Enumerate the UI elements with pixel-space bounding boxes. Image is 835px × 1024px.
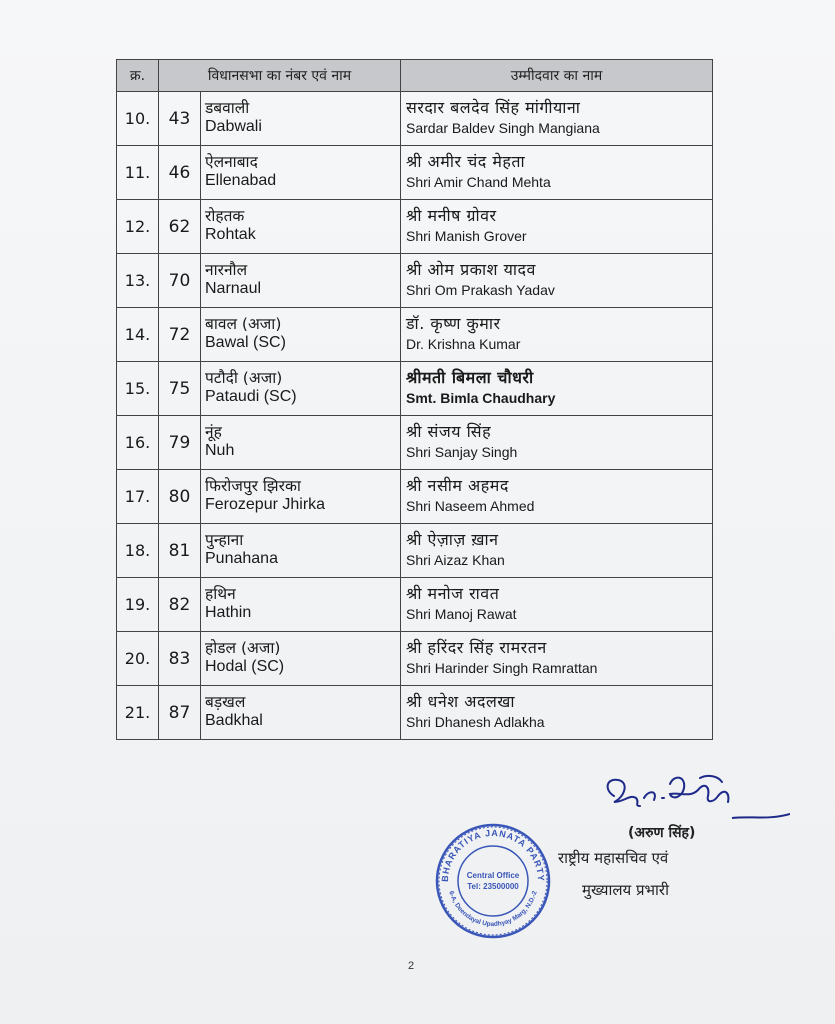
constituency-name-hindi: ऐलनाबाद [205,153,258,171]
constituency-name-english: Pataudi (SC) [205,388,297,405]
constituency-number: 43 [159,92,201,146]
constituency-cell [201,686,401,740]
table-row [117,362,713,416]
constituency-name-english: Badkhal [205,712,263,729]
candidate-name-english: Shri Manoj Rawat [406,606,517,622]
constituency-cell [201,578,401,632]
table-row [117,470,713,524]
serial-cell: 17. [117,470,159,524]
candidate-name-hindi: डॉ. कृष्ण कुमार [406,314,501,333]
candidate-table [116,59,713,740]
constituency-name-english: Ellenabad [205,172,277,189]
candidate-name-hindi: सरदार बलदेव सिंह मांगीयाना [406,98,581,117]
signatory-title-line2: मुख्यालय प्रभारी [582,881,669,899]
table-row [117,92,713,146]
candidate-name-hindi: श्रीमती बिमला चौधरी [406,368,534,387]
table-row [117,524,713,578]
table-row [117,578,713,632]
constituency-cell [201,362,401,416]
constituency-number: 81 [159,524,201,578]
serial-cell: 15. [117,362,159,416]
svg-text:BHARATIYA JANATA PARTY: BHARATIYA JANATA PARTY [439,827,547,883]
constituency-cell [201,308,401,362]
serial-cell: 20. [117,632,159,686]
constituency-name-english: Rohtak [205,226,256,243]
table-row [117,308,713,362]
svg-text:Tel: 23500000: Tel: 23500000 [467,882,519,891]
constituency-name-hindi: बावल (अजा) [205,315,282,333]
table-row [117,254,713,308]
candidate-name-english: Smt. Bimla Chaudhary [406,390,556,406]
constituency-name-hindi: नारनौल [205,261,248,279]
candidate-name-english: Dr. Krishna Kumar [406,336,521,352]
constituency-number: 46 [159,146,201,200]
candidate-name-hindi: श्री नसीम अहमद [406,476,509,495]
serial-cell: 10. [117,92,159,146]
constituency-name-english: Ferozepur Jhirka [205,496,326,513]
candidate-cell [401,416,713,470]
constituency-name-english: Bawal (SC) [205,334,286,351]
constituency-name-hindi: डबवाली [205,99,250,117]
candidate-name-hindi: श्री अमीर चंद मेहता [406,152,526,171]
table-row [117,686,713,740]
constituency-name-hindi: नूंह [205,423,222,441]
header-candidate: उम्मीदवार का नाम [401,60,713,92]
candidate-name-hindi: श्री ओम प्रकाश यादव [406,260,536,279]
candidate-cell [401,470,713,524]
constituency-name-hindi: होडल (अजा) [205,639,281,657]
serial-cell: 18. [117,524,159,578]
table-row [117,632,713,686]
constituency-number: 79 [159,416,201,470]
candidate-name-english: Shri Manish Grover [406,228,527,244]
candidate-name-hindi: श्री धनेश अदलखा [406,692,516,711]
candidate-name-english: Shri Sanjay Singh [406,444,518,460]
candidate-name-hindi: श्री ऐज़ाज़ ख़ान [406,530,499,549]
constituency-cell [201,146,401,200]
candidate-name-english: Shri Dhanesh Adlakha [406,714,545,730]
constituency-name-english: Dabwali [205,118,262,135]
table-row [117,416,713,470]
serial-cell: 14. [117,308,159,362]
constituency-name-english: Nuh [205,442,235,459]
candidate-cell [401,524,713,578]
header-constituency: विधानसभा का नंबर एवं नाम [159,60,401,92]
serial-cell: 12. [117,200,159,254]
candidate-cell [401,200,713,254]
candidate-cell [401,308,713,362]
constituency-cell [201,416,401,470]
constituency-name-english: Punahana [205,550,278,567]
constituency-name-hindi: पुन्हाना [205,531,244,549]
bjp-office-stamp [434,822,552,940]
candidate-cell [401,254,713,308]
candidate-cell [401,578,713,632]
signatory-title-line1: राष्ट्रीय महासचिव एवं [558,849,669,867]
constituency-cell [201,470,401,524]
candidate-name-english: Shri Aizaz Khan [406,552,505,568]
candidate-cell [401,92,713,146]
constituency-cell [201,200,401,254]
constituency-number: 70 [159,254,201,308]
constituency-name-hindi: रोहतक [205,207,245,225]
constituency-cell [201,524,401,578]
candidate-name-hindi: श्री हरिंदर सिंह रामरतन [406,638,547,657]
constituency-number: 82 [159,578,201,632]
page-number: 2 [408,960,415,972]
constituency-name-hindi: पटौदी (अजा) [205,369,283,387]
candidate-name-english: Shri Om Prakash Yadav [406,282,555,298]
table-row [117,146,713,200]
constituency-number: 72 [159,308,201,362]
candidate-name-english: Sardar Baldev Singh Mangiana [406,120,600,136]
serial-cell: 21. [117,686,159,740]
table-row [117,200,713,254]
constituency-number: 87 [159,686,201,740]
constituency-number: 83 [159,632,201,686]
candidate-name-english: Shri Harinder Singh Ramrattan [406,660,598,676]
constituency-name-hindi: हथिन [205,585,236,603]
candidate-name-english: Shri Amir Chand Mehta [406,174,551,190]
candidate-name-hindi: श्री मनोज रावत [406,584,500,603]
table-header-row [117,60,713,92]
candidate-cell [401,686,713,740]
constituency-number: 62 [159,200,201,254]
svg-text:6-A, Deendayal Upadhyay Marg,: 6-A, Deendayal Upadhyay Marg, N.D.-2 [447,890,539,929]
constituency-cell [201,92,401,146]
signatory-name: (अरुण सिंह) [628,825,696,841]
table-body [117,92,713,740]
serial-cell: 19. [117,578,159,632]
svg-text:Central Office: Central Office [466,871,520,880]
candidate-cell [401,362,713,416]
candidate-name-hindi: श्री मनीष ग्रोवर [406,206,497,225]
constituency-name-english: Narnaul [205,280,262,297]
candidate-name-english: Shri Naseem Ahmed [406,498,535,514]
constituency-name-english: Hodal (SC) [205,658,285,675]
candidate-name-hindi: श्री संजय सिंह [406,422,492,441]
candidate-cell [401,146,713,200]
candidate-cell [401,632,713,686]
constituency-name-hindi: बड़खल [205,693,246,711]
constituency-name-english: Hathin [205,604,252,621]
constituency-name-hindi: फिरोजपुर झिरका [205,477,301,495]
serial-cell: 11. [117,146,159,200]
constituency-number: 75 [159,362,201,416]
serial-cell: 13. [117,254,159,308]
constituency-cell [201,254,401,308]
header-serial: क्र. [117,60,159,92]
serial-cell: 16. [117,416,159,470]
constituency-cell [201,632,401,686]
constituency-number: 80 [159,470,201,524]
